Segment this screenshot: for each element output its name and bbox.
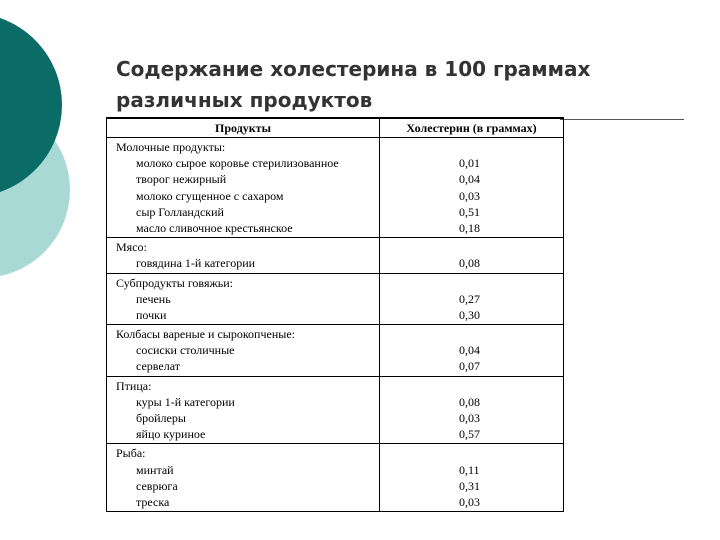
category-label: Колбасы вареные и сырокопченые: xyxy=(116,327,295,342)
group-products-cell xyxy=(107,325,380,376)
group-values-cell xyxy=(380,274,563,325)
category-spacer xyxy=(380,445,563,461)
group-values-cell xyxy=(380,325,563,376)
group-products-cell xyxy=(107,138,380,237)
product-name: почки xyxy=(136,307,167,322)
category-spacer xyxy=(380,326,563,342)
category-label: Рыба: xyxy=(116,446,146,461)
cholesterol-value: 0,03 xyxy=(459,411,480,425)
table-group xyxy=(107,138,563,238)
product-name: минтай xyxy=(136,462,174,477)
product-name: сыр Голландский xyxy=(136,204,224,219)
title-line-2: различных продуктов xyxy=(116,88,373,112)
product-name: говядина 1-й категории xyxy=(136,256,256,271)
cholesterol-value: 0,11 xyxy=(459,462,480,477)
table-header xyxy=(107,119,563,138)
category-spacer xyxy=(380,275,563,291)
decorative-circles xyxy=(0,0,90,300)
product-name: молоко сгущенное с сахаром xyxy=(136,188,284,203)
title-rule xyxy=(560,119,684,120)
cholesterol-value: 0,30 xyxy=(459,307,480,322)
table-group xyxy=(107,377,563,445)
table-group xyxy=(107,325,563,377)
product-name: севрюга xyxy=(136,478,178,493)
group-values-cell xyxy=(380,377,563,444)
category-label: Птица: xyxy=(116,378,152,393)
product-name: печень xyxy=(136,291,171,306)
product-name: яйцо куриное xyxy=(136,427,206,442)
product-name: бройлеры xyxy=(136,411,186,425)
group-values-cell xyxy=(380,138,563,237)
product-name: сервелат xyxy=(136,359,180,374)
header-products: Продукты xyxy=(107,119,380,137)
cholesterol-value: 0,18 xyxy=(459,220,480,235)
group-products-cell xyxy=(107,274,380,325)
slide-title xyxy=(116,54,676,116)
product-name: молоко сырое коровье стерилизованное xyxy=(136,156,339,171)
cholesterol-value: 0,03 xyxy=(459,188,480,203)
cholesterol-table xyxy=(106,117,564,512)
category-label: Мясо: xyxy=(116,240,147,255)
cholesterol-value: 0,01 xyxy=(459,156,480,171)
cholesterol-value: 0,04 xyxy=(459,172,480,187)
cholesterol-value: 0,08 xyxy=(459,394,480,409)
category-spacer xyxy=(380,139,563,155)
product-name: масло сливочное крестьянское xyxy=(136,220,293,235)
cholesterol-value: 0,03 xyxy=(459,494,480,509)
category-spacer xyxy=(380,239,563,255)
cholesterol-value: 0,08 xyxy=(459,256,480,271)
table-group xyxy=(107,238,563,273)
cholesterol-value: 0,27 xyxy=(459,291,480,306)
table-group xyxy=(107,444,563,511)
group-products-cell xyxy=(107,377,380,444)
category-label: Молочные продукты: xyxy=(116,140,226,154)
group-values-cell xyxy=(380,444,563,511)
product-name: творог нежирный xyxy=(136,172,227,187)
product-name: куры 1-й категории xyxy=(136,394,235,409)
cholesterol-value: 0,31 xyxy=(459,478,480,493)
category-label: Субпродукты говяжьи: xyxy=(116,275,233,290)
table-body xyxy=(107,138,563,511)
group-values-cell xyxy=(380,238,563,272)
table-group xyxy=(107,274,563,326)
product-name: треска xyxy=(136,494,170,509)
cholesterol-value: 0,07 xyxy=(459,359,480,374)
group-products-cell xyxy=(107,238,380,272)
cholesterol-value: 0,04 xyxy=(459,343,480,358)
cholesterol-value: 0,57 xyxy=(459,427,480,442)
title-line-1: Содержание холестерина в 100 граммах xyxy=(116,57,591,81)
category-spacer xyxy=(380,378,563,394)
product-name: сосиски столичные xyxy=(136,343,235,358)
cholesterol-value: 0,51 xyxy=(459,204,480,219)
group-products-cell xyxy=(107,444,380,511)
header-cholesterol: Холестерин (в граммах) xyxy=(406,121,537,135)
